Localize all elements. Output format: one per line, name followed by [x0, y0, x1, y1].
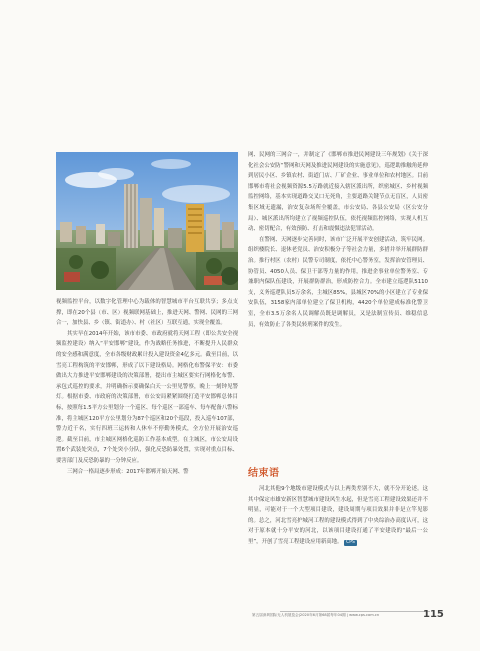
paragraph-text: 河北其他9个地级市建设模式与以上两类差别不大，就不分开论述。这其中保定市雄安新区智慧城市建设风生水起，但是雪亮工程建设效果还并不明显，可能对于一个大型项目建设，建设周期与项目效果并非是立竿见影的。总之，河北雪亮护城河工程的建设模式得到了中央综治办高度认可，这对于原本就十分平安的河北，以该项目建设打通了平安建设的“最后一公里”，开创了雪亮工程建设应用新高地。	[248, 486, 428, 545]
left-column	[56, 297, 238, 583]
section-heading: 结束语	[248, 468, 280, 479]
city-aerial-photo	[56, 152, 238, 290]
right-column-top	[248, 150, 428, 457]
footer-rule	[280, 611, 430, 612]
right-column-bottom	[248, 484, 428, 584]
paragraph: 视频监控平台，以数字化管理中心为载体的智慧城市平台互联共享；多点支撑，即在20个县（市、区）视频联网基础上，推进天网、警网、民网的三网合一，加快县、乡（镇、街道办）、村（社区）互联互通，实现全覆盖。	[56, 299, 238, 327]
paragraph: 在警网、天网逐步完善同时，该市广泛开展平安创建活动，筑牢民网。组织楼院长、退休老党员、治安积极分子等社会力量，多措并举开展群防群治。推行村区（农村）民警专司制度，依托中心警务室，发挥治安管理员、协管员、4050人员、保卫干部等力量的作用，推进企事业单位警务室、专兼职内保队伍建设，开展群防群治，形成防控合力。全市建立巡逻队5110支，义务巡逻队员5万余名，主城区85%，县城区70%的小区建立了专业保安队伍，3158家内部单位建立了保卫机构，4420个单位建成标准化警卫室，全市3.5万余名人民调解员既是调解员，又是法制宣传员、维稳信息员，有效防止了各类民转刑案件的发生。	[248, 236, 428, 328]
paragraph: 其实早在2014年开始，该市市委、市政府就将天网工程（即公共安全视频监控建设）纳入“平安邯郸”建设，作为战略任务推进，不断提升人民群众的安全感和满意度，全市各级财政累计投入建设资金4亿多元。截至目前，以雪亮工程构筑的平安邯郸，形成了以下建设格局。网格化布警保平安：市委做出大力推进平安邯郸建设的决策部署，提出市主城区要实行网格化布警、承包式巡控的要求，并明确指示要确保白天一公里见警察，晚上一刻钟见警灯。根据市委、市政府的决策部署，市公安局紧紧围绕打造平安邯郸总体目标，按照每1.5平方公里划分一个巡区、每个巡区一部巡车、每车配备八警标准，将主城区120平方公里划分为87个巡区和20个巡段，投入巡车107部，警力近千名，实行四班三运转和人休车不停勤务模式，全方位开展治安巡逻。截至目前，市主城区网格化巡防工作基本成型。在主城区，市公安局设置6个武装处突点，7个处突小分队，强化反恐防暴处置，实现对重点目标、要害部门及反恐防暴的一分钟反应。	[56, 330, 238, 464]
footer-text: 第五届深圳国际无人机展览会|2020年6月第68届每年04期 | www.cps.com.cn	[252, 613, 380, 617]
paragraph: 网、民网的三网合一，并制定了《邯郸市推进民网建设三年规划》《关于深化社会公安防“警网和天网及推进民网建设的实施意见》，巡逻助推触角延伸到居民小区、乡镇农村、街道门店、厂矿企业、事业单位和农村地区。目前邯郸市将社会视频资源5.5万路就近接入辖区派出所，织密城区、乡村视频监控网络，基本实现道路交叉口无死角，主要道路关键节点无盲区，人员密集区域无遗漏，治安复杂场所全覆盖，市公安局、各县公安局（区公安分局）、城区派出所均建立了视频巡控队伍，依托视频监控网络，实现人机互动、密切配合，有效预防、打击和震慑违法犯罪活动。	[248, 152, 428, 233]
paragraph	[248, 484, 428, 548]
cps-end-badge: CPS	[346, 539, 355, 545]
page-number: 115	[423, 609, 444, 620]
paragraph: 三网合一格局逐步形成：2017年邯郸开始天网、警	[67, 468, 189, 475]
